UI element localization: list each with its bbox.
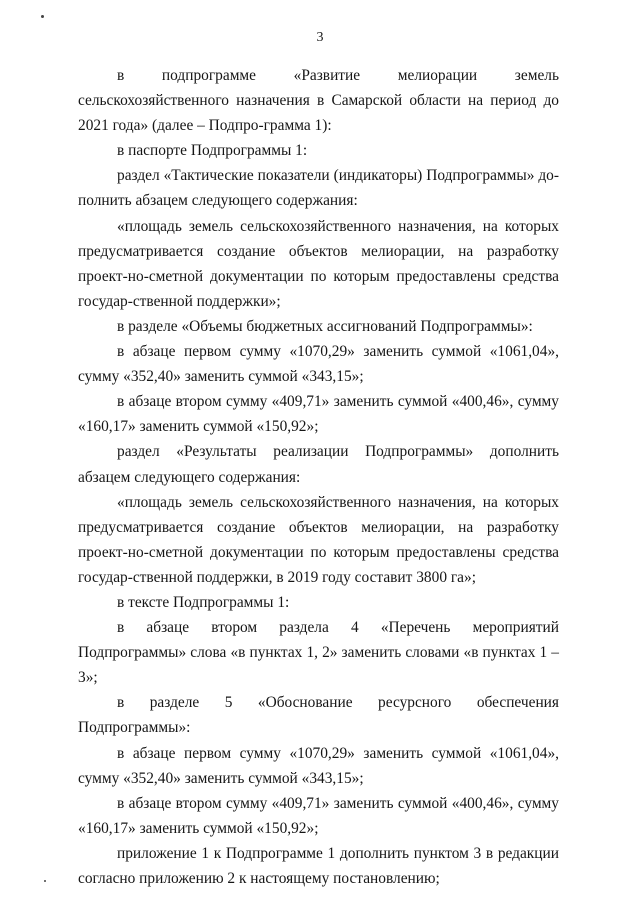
paragraph: приложение 1 к Подпрограмме 1 дополнить пунктом 3 в редакции согласно приложению 2 к настоящему постановлению; bbox=[78, 844, 559, 887]
scan-speck bbox=[44, 880, 46, 882]
paragraph: раздел «Результаты реализации Подпрограммы» дополнить абзацем следующего содержания: bbox=[78, 443, 559, 486]
paragraph: в абзаце втором сумму «409,71» заменить суммой «400,46», сумму «160,17» заменить суммой «150,92»; bbox=[78, 393, 559, 436]
page-number: 3 bbox=[316, 30, 324, 45]
paragraph: в паспорте Подпрограммы 1: bbox=[117, 142, 308, 160]
document-body bbox=[78, 63, 559, 891]
paragraph: в абзаце первом сумму «1070,29» заменить суммой «1061,04», сумму «352,40» заменить суммой «343,15»; bbox=[78, 343, 559, 386]
paragraph: в тексте Подпрограммы 1: bbox=[117, 593, 290, 611]
paragraph: в подпрограмме «Развитие мелиорации земель сельскохозяйственного назначения в Самарской области на период до 2021 года» (далее – Подпро-грамма 1): bbox=[78, 67, 559, 135]
paragraph: «площадь земель сельскохозяйственного назначения, на которых предусматривается создание объектов мелиорации, на разработку проект-но-сметной документации по которым предоставлены средства государ-ственной поддержки, в 2019 году составит 3800 га»; bbox=[78, 493, 559, 586]
scan-speck bbox=[41, 15, 44, 18]
paragraph: в разделе «Объемы бюджетных ассигнований Подпрограммы»: bbox=[117, 317, 533, 335]
paragraph: «площадь земель сельскохозяйственного назначения, на которых предусматривается создание объектов мелиорации, на разработку проект-но-сметной документации по которым предоставлены средства государ-ственной поддержки»; bbox=[78, 217, 559, 310]
paragraph: в абзаце втором раздела 4 «Перечень мероприятий Подпрограммы» слова «в пунктах 1, 2» заменить словами «в пунктах 1 – 3»; bbox=[78, 619, 559, 687]
paragraph: в разделе 5 «Обоснование ресурсного обеспечения Подпрограммы»: bbox=[78, 694, 559, 737]
paragraph: раздел «Тактические показатели (индикаторы) Подпрограммы» до-полнить абзацем следующего содержания: bbox=[78, 167, 559, 210]
paragraph: в абзаце втором сумму «409,71» заменить суммой «400,46», сумму «160,17» заменить суммой «150,92»; bbox=[78, 794, 559, 837]
paragraph: в абзаце первом сумму «1070,29» заменить суммой «1061,04», сумму «352,40» заменить суммой «343,15»; bbox=[78, 744, 559, 787]
